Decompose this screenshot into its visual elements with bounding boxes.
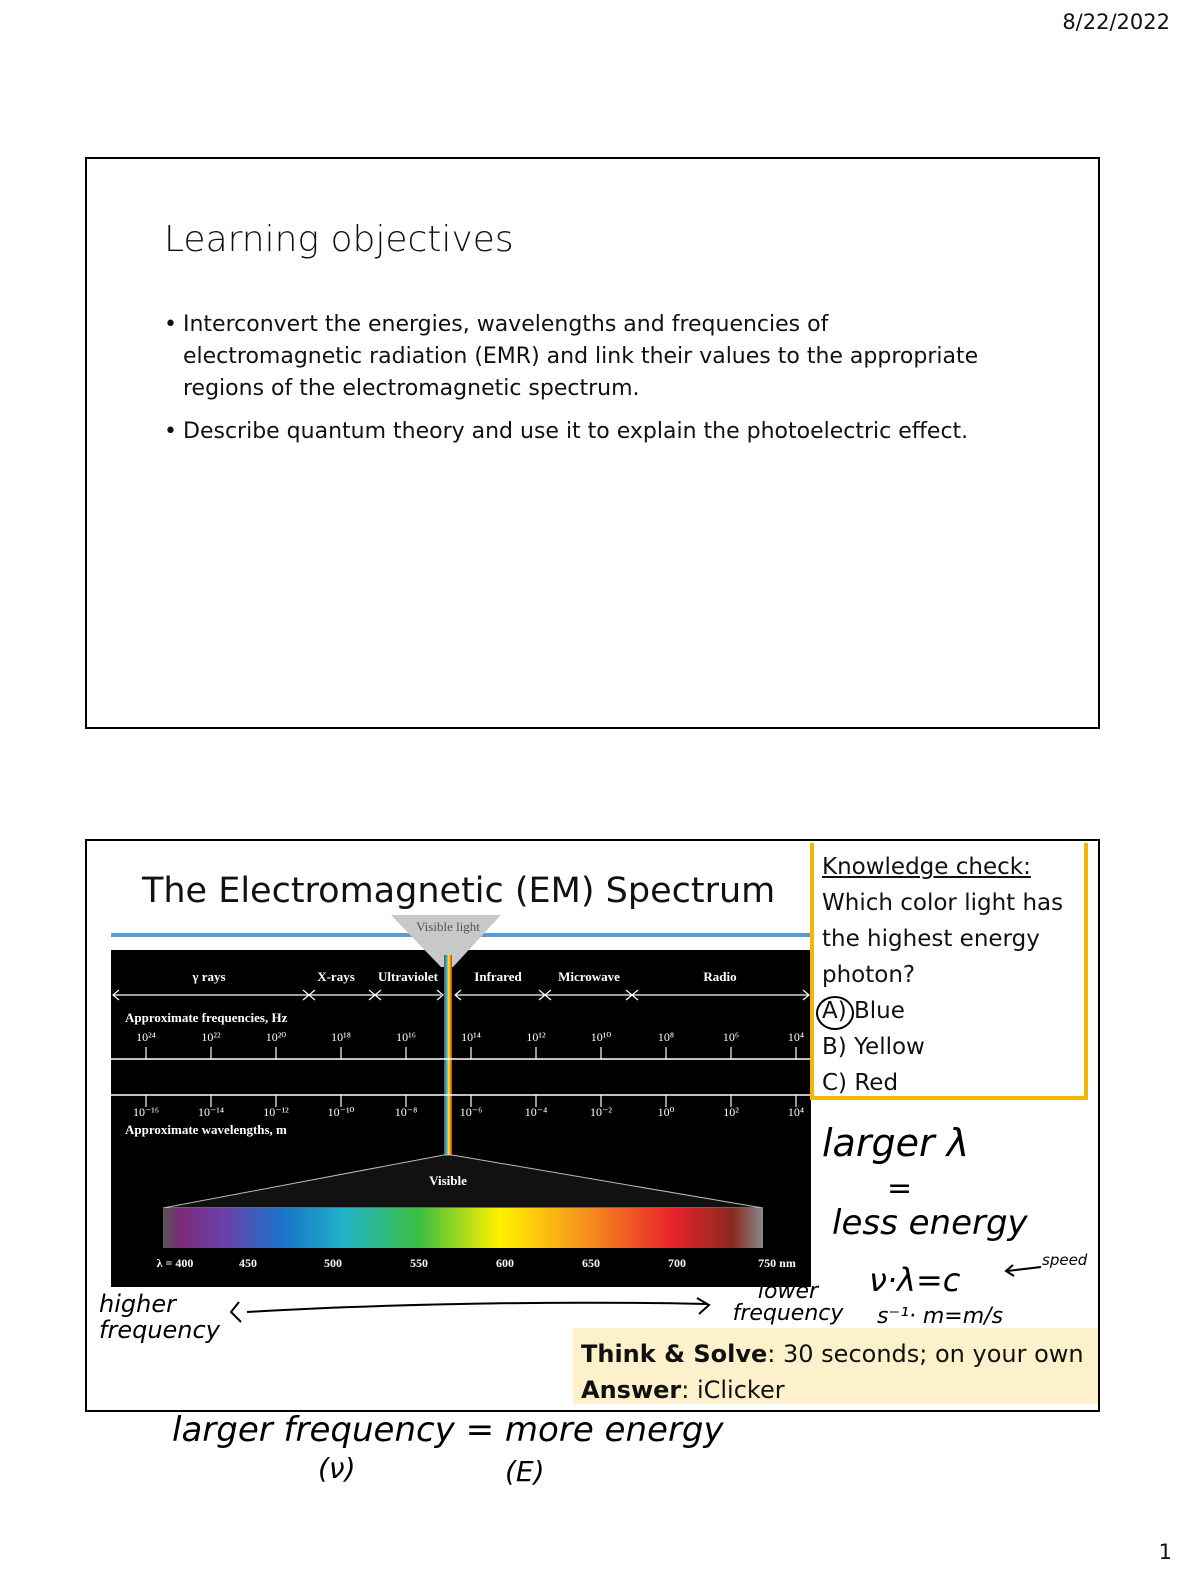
em-spectrum-figure — [111, 915, 811, 1287]
frequency-tick-label: 10¹⁸ — [331, 1030, 351, 1044]
region-microwave: Microwave — [558, 969, 620, 984]
nm-tick-label: 700 — [668, 1256, 686, 1270]
bullet-item: • Interconvert the energies, wavelengths and frequencies of electromagnetic radiation (EMR) and link their values to the appropriate regions of the electromagnetic spectrum. — [164, 309, 994, 405]
wavelength-tick-label: 10⁰ — [657, 1105, 675, 1119]
circled-answer-mark — [816, 996, 854, 1030]
handwritten-lower-frequency: lower frequency — [732, 1279, 844, 1326]
frequency-tick-label: 10²⁰ — [265, 1030, 287, 1044]
wavelength-tick-label: 10⁻⁶ — [459, 1105, 483, 1119]
frequency-tick-label: 10²⁴ — [136, 1030, 156, 1044]
nm-tick-label: 750 nm — [758, 1256, 796, 1270]
wavelength-tick-label: 10⁻² — [590, 1105, 612, 1119]
handwritten-higher-frequency: higher frequency — [99, 1290, 220, 1344]
region-xray: X-rays — [317, 969, 355, 984]
handwritten-larger-lambda: larger λ — [822, 1121, 970, 1165]
question-line: photon? — [822, 962, 916, 988]
nm-tick-label: 650 — [582, 1256, 600, 1270]
wavelength-tick-label: 10⁻¹⁴ — [197, 1105, 225, 1119]
bullet-list — [164, 309, 994, 459]
think-solve-box: Think & Solve: 30 seconds; on your own Answer: iClicker — [573, 1328, 1098, 1404]
date: 8/22/2022 — [1062, 10, 1170, 34]
wavelength-tick-label: 10⁻¹² — [263, 1105, 289, 1119]
option-b: B) Yellow — [822, 1034, 925, 1060]
frequency-tick-label: 10¹⁰ — [590, 1030, 612, 1044]
option-a: A) Blue — [822, 993, 1084, 1029]
bullet-item: • Describe quantum theory and use it to explain the photoelectric effect. — [164, 416, 994, 448]
wavelength-tick-label: 10⁴ — [787, 1105, 805, 1119]
handwritten-equation: ν·λ=c — [869, 1261, 961, 1299]
knowledge-check-box — [810, 843, 1088, 1100]
wavelength-tick-label: 10⁻¹⁰ — [327, 1105, 355, 1119]
slide-title: Learning objectives — [164, 219, 514, 260]
region-radio: Radio — [703, 969, 737, 984]
wavelength-tick-label: 10² — [723, 1105, 739, 1119]
question-line: Which color light has — [822, 890, 1064, 916]
nm-tick-label: λ = 400 — [156, 1256, 194, 1270]
nm-tick-label: 450 — [239, 1256, 257, 1270]
double-arrow-icon — [227, 1296, 727, 1326]
handwritten-summary: larger frequency = more energy — [172, 1410, 724, 1450]
handwritten-speed: speed — [1042, 1251, 1088, 1269]
visible-light-label: Visible light — [416, 919, 480, 934]
handwritten-nu: (ν) — [318, 1452, 356, 1485]
bullet-icon: • — [164, 312, 177, 337]
wavelength-axis-label: Approximate wavelengths, m — [125, 1122, 287, 1137]
handwritten-equals: = — [887, 1171, 913, 1206]
nm-tick-label: 550 — [410, 1256, 428, 1270]
page-number: 1 — [1158, 1540, 1172, 1564]
handwritten-e: (E) — [505, 1455, 545, 1488]
frequency-tick-label: 10²² — [201, 1030, 221, 1044]
region-ultraviolet: Ultraviolet — [378, 969, 438, 984]
region-gamma: γ rays — [192, 969, 226, 984]
handwritten-units: s⁻¹· m=m/s — [877, 1304, 1004, 1329]
slide-em-spectrum — [85, 839, 1100, 1412]
nm-tick-label: 600 — [496, 1256, 514, 1270]
option-c: C) Red — [822, 1070, 899, 1096]
wavelength-tick-label: 10⁻⁸ — [394, 1105, 418, 1119]
frequency-axis-label: Approximate frequencies, Hz — [125, 1010, 288, 1025]
wavelength-tick-label: 10⁻⁴ — [524, 1105, 548, 1119]
nm-tick-label: 500 — [324, 1256, 342, 1270]
frequency-tick-label: 10⁴ — [787, 1030, 805, 1044]
frequency-tick-label: 10⁸ — [657, 1030, 675, 1044]
wavelength-tick-label: 10⁻¹⁶ — [132, 1105, 160, 1119]
arrow-icon — [1003, 1259, 1043, 1279]
handwritten-less-energy: less energy — [832, 1203, 1028, 1243]
visible-label: Visible — [429, 1173, 467, 1188]
frequency-tick-label: 10¹⁴ — [461, 1030, 481, 1044]
knowledge-check-heading: Knowledge check: — [822, 854, 1031, 880]
slide-title: The Electromagnetic (EM) Spectrum — [142, 871, 776, 911]
slide-learning-objectives — [85, 157, 1100, 729]
frequency-tick-label: 10¹⁶ — [396, 1030, 416, 1044]
frequency-tick-label: 10¹² — [526, 1030, 546, 1044]
question-line: the highest energy — [822, 926, 1040, 952]
bullet-icon: • — [164, 419, 177, 444]
frequency-tick-label: 10⁶ — [722, 1030, 740, 1044]
region-infrared: Infrared — [474, 969, 522, 984]
